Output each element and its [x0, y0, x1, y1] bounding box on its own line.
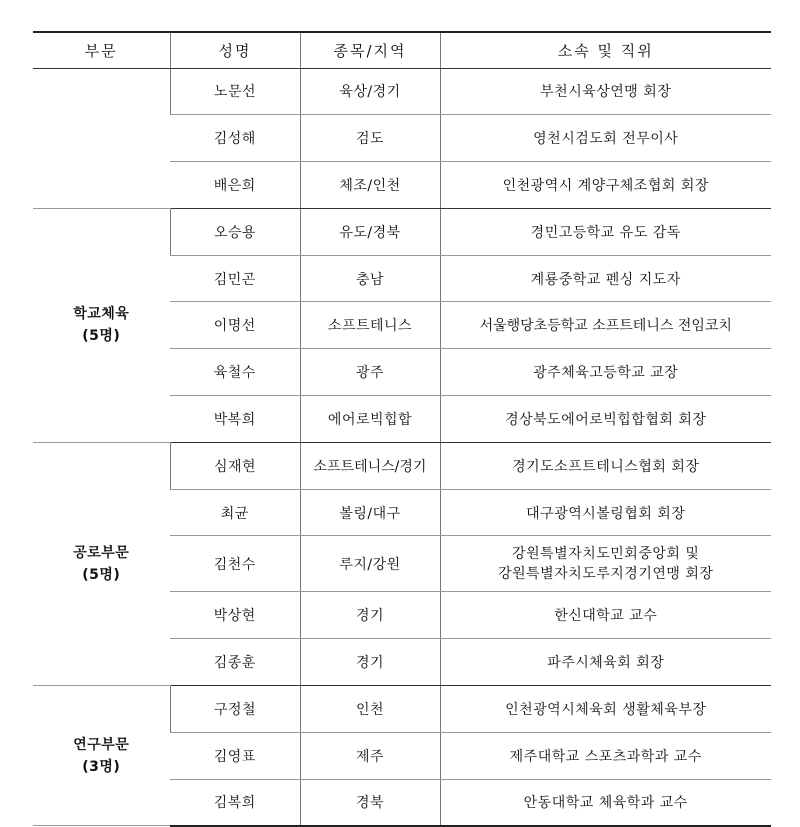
affiliation: 계룡중학교 펜싱 지도자	[440, 255, 771, 302]
person-name: 최균	[170, 489, 300, 536]
affiliation: 경상북도에어로빅힙합협회 회장	[440, 396, 771, 443]
section-title: 연구부문	[73, 736, 130, 753]
sport-region: 육상/경기	[300, 68, 440, 115]
person-name: 박복희	[170, 396, 300, 443]
affiliation: 제주대학교 스포츠과학과 교수	[440, 732, 771, 779]
affiliation: 영천시검도회 전무이사	[440, 115, 771, 162]
table-row	[33, 208, 771, 255]
sport-region: 소프트테니스/경기	[300, 442, 440, 489]
person-name: 김영표	[170, 732, 300, 779]
table-row	[33, 686, 771, 733]
person-name: 박상현	[170, 592, 300, 639]
sport-region: 루지/강원	[300, 536, 440, 592]
section-cell-unlabeled	[33, 68, 170, 208]
person-name: 김복희	[170, 779, 300, 826]
sport-region: 인천	[300, 686, 440, 733]
affiliation: 대구광역시볼링협회 회장	[440, 489, 771, 536]
sport-region: 볼링/대구	[300, 489, 440, 536]
awards-table	[33, 31, 771, 827]
affiliation: 파주시체육회 회장	[440, 639, 771, 686]
header-sport-region: 종목/지역	[300, 32, 440, 68]
person-name: 배은희	[170, 162, 300, 209]
sport-region: 경기	[300, 639, 440, 686]
section-title: 공로부문	[73, 544, 130, 561]
section-count: (5명)	[82, 566, 121, 583]
person-name: 심재현	[170, 442, 300, 489]
section-cell-merit	[33, 442, 170, 685]
sport-region: 체조/인천	[300, 162, 440, 209]
person-name: 이명선	[170, 302, 300, 349]
affiliation-line-1: 강원특별자치도민회중앙회 및	[512, 545, 700, 562]
affiliation: 인천광역시 계양구체조협회 회장	[440, 162, 771, 209]
person-name: 노문선	[170, 68, 300, 115]
sport-region: 에어로빅힙합	[300, 396, 440, 443]
sport-region: 검도	[300, 115, 440, 162]
header-row	[33, 32, 771, 68]
person-name: 육철수	[170, 349, 300, 396]
sport-region: 경기	[300, 592, 440, 639]
header-name: 성명	[170, 32, 300, 68]
affiliation	[440, 536, 771, 592]
affiliation: 안동대학교 체육학과 교수	[440, 779, 771, 826]
affiliation: 서울행당초등학교 소프트테니스 전임코치	[440, 302, 771, 349]
sport-region: 경북	[300, 779, 440, 826]
sport-region: 광주	[300, 349, 440, 396]
sport-region: 소프트테니스	[300, 302, 440, 349]
section-count: (5명)	[82, 328, 121, 345]
person-name: 김민곤	[170, 255, 300, 302]
table-row	[33, 68, 771, 115]
person-name: 김종훈	[170, 639, 300, 686]
section-cell-research	[33, 686, 170, 826]
sport-region: 충남	[300, 255, 440, 302]
header-section: 부문	[33, 32, 170, 68]
affiliation: 한신대학교 교수	[440, 592, 771, 639]
table-row	[33, 442, 771, 489]
affiliation: 경기도소프트테니스협회 회장	[440, 442, 771, 489]
section-count: (3명)	[82, 758, 121, 775]
person-name: 김성해	[170, 115, 300, 162]
section-title: 학교체육	[73, 306, 130, 323]
sport-region: 제주	[300, 732, 440, 779]
affiliation: 경민고등학교 유도 감독	[440, 208, 771, 255]
affiliation: 광주체육고등학교 교장	[440, 349, 771, 396]
affiliation-line-2: 강원특별자치도루지경기연맹 회장	[498, 565, 714, 582]
section-cell-school-sports	[33, 208, 170, 442]
sport-region: 유도/경북	[300, 208, 440, 255]
person-name: 오승용	[170, 208, 300, 255]
affiliation: 인천광역시체육회 생활체육부장	[440, 686, 771, 733]
person-name: 구정철	[170, 686, 300, 733]
header-affiliation: 소속 및 직위	[440, 32, 771, 68]
affiliation: 부천시육상연맹 회장	[440, 68, 771, 115]
person-name: 김천수	[170, 536, 300, 592]
